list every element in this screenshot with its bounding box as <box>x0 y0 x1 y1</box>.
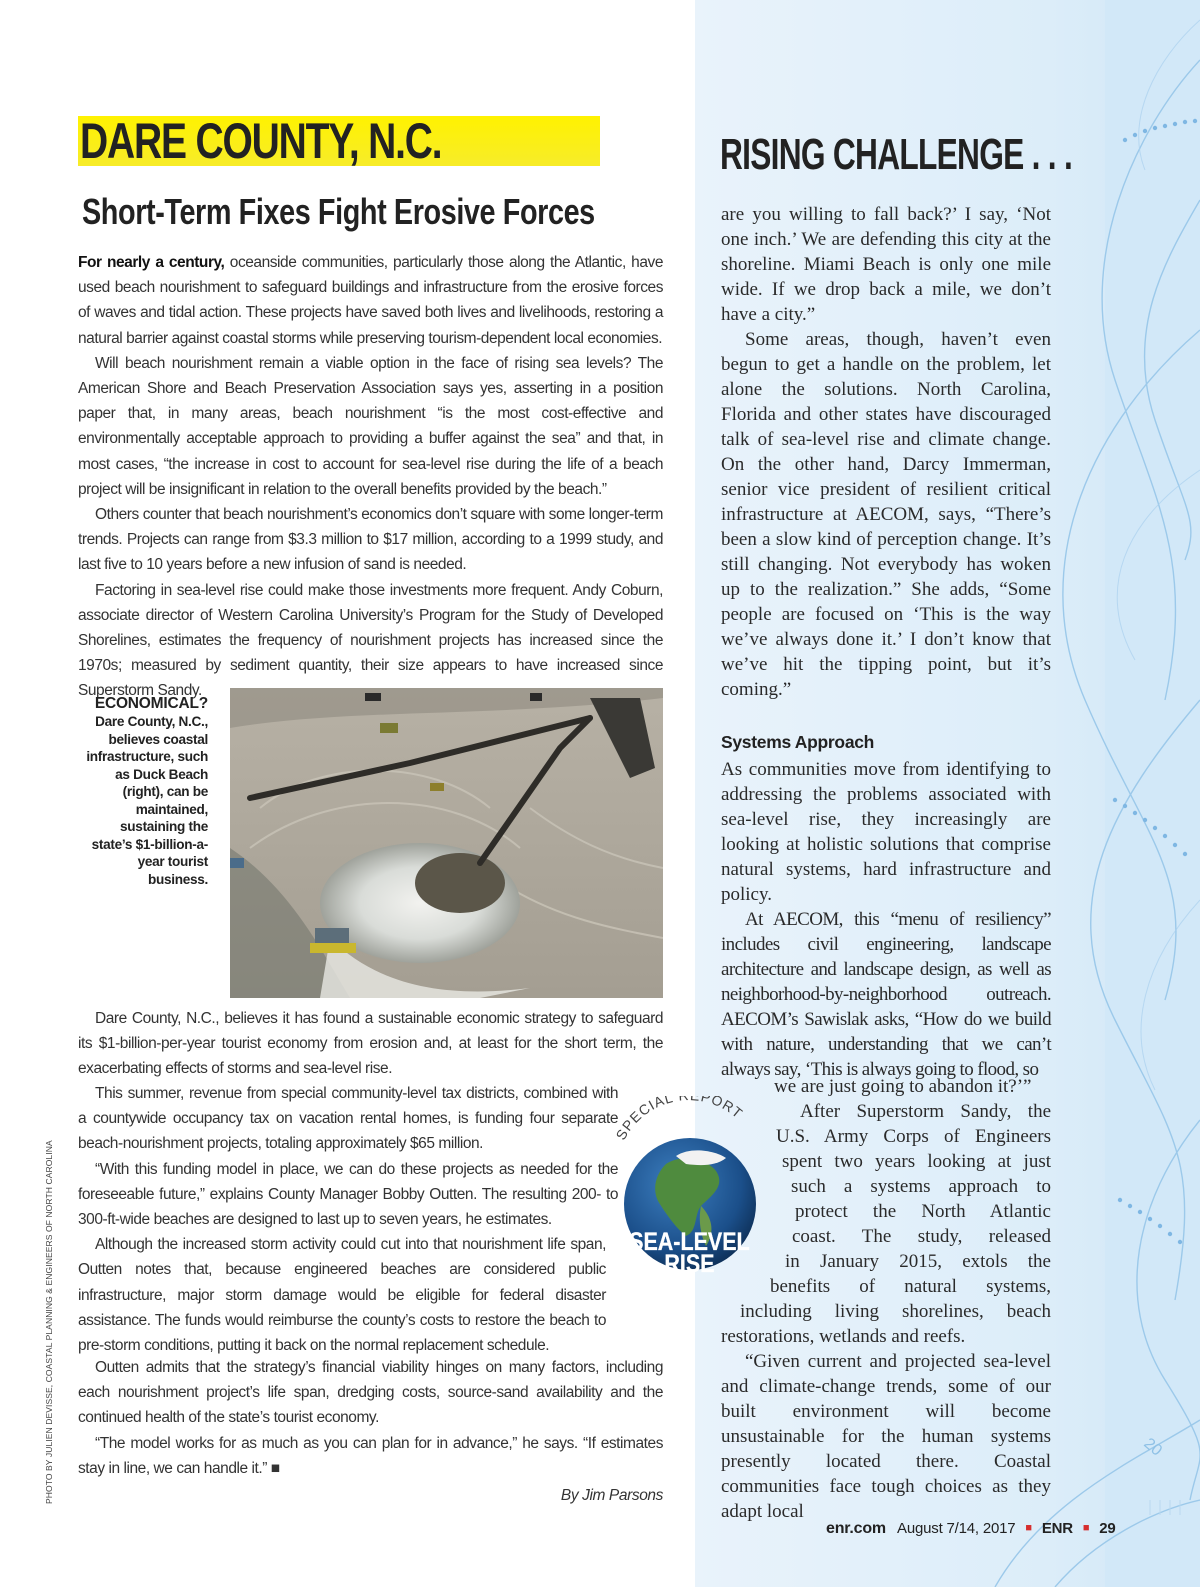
wrap-line: protect the North Atlantic <box>795 1201 1051 1222</box>
right-paragraph-6: “Given current and projected sea-level and climate-change trends, some of our built environment will become unsustainable for the human systems presently located there. Coastal communities face tough choices as they adapt local <box>721 1351 1051 1522</box>
article-body-narrow <box>78 1081 618 1358</box>
footer-site: enr.com <box>826 1520 886 1537</box>
contour-label: 20 <box>1140 1435 1165 1460</box>
wrap-line: in January 2015, extols the <box>785 1251 1051 1272</box>
article-paragraph-3: “With this funding model in place, we can do these projects as needed for the foreseeable future,” explains County Manager Bobby Outten. The resulting 200- to 300-ft-wide beaches are designed to last up to seven years, he estimates. <box>78 1160 618 1229</box>
footer-magazine: ENR <box>1041 1520 1073 1537</box>
intro-paragraph-2: Will beach nourishment remain a viable option in the face of rising sea levels? The American Shore and Beach Preservation Association says yes, asserting in a position paper that, in many areas, beach nourishment “is the most cost-effective and environmentally acceptable approach to providing a buffer against the sea” and that, in most cases, “the increase in cost to account for sea-level rise during the life of a beach project will be insignificant in relation to the overall benefits provided by the beach.” <box>78 354 663 498</box>
byline: By Jim Parsons <box>560 1487 663 1504</box>
right-paragraph-1: are you willing to fall back?’ I say, ‘Not one inch.’ We are defending this city at the shoreline. Miami Beach is only one mile wide. If we drop back a mile, we don’t have a city.” <box>721 204 1051 325</box>
section-tag <box>78 113 600 169</box>
intro-paragraph-4: Factoring in sea-level rise could make those investments more frequent. Andy Coburn, associate director of Western Carolina University’s Program for the Study of Developed Shorelines, estimates the frequency of nourishment projects has increased since the 1970s; measured by sediment quantity, their size appears to have increased since Superstorm Sandy. <box>78 581 663 700</box>
right-paragraph-3: As communities move from identifying to addressing the problems associated with sea-level rise, they increasingly are looking at holistic solutions that comprise natural systems, hard infrastructure and policy. <box>721 759 1051 905</box>
special-report-badge <box>606 1096 786 1296</box>
intro-paragraph-1: For nearly a century, oceanside communities, particularly those along the Atlantic, have used beach nourishment to safeguard buildings and infrastructure from the erosive forces of waves and tidal action. These projects have saved both lives and livelihoods, restoring a natural barrier against coastal storms while preserving tourism-dependent local economies. <box>78 254 663 347</box>
right-column-bottom <box>721 1349 1051 1524</box>
wrap-line: restorations, wetlands and reefs. <box>721 1326 966 1347</box>
beach-dredging-photo <box>230 688 663 998</box>
article-paragraph-4: Although the increased storm activity could cut into that nourishment life span, Outten notes that, because engineered beaches are considered public infrastructure, major storm damage would be eligible for federal disaster assistance. The funds would reimburse the county’s costs to restore the beach to pre-storm conditions, putting it back on the normal replacement schedule. <box>78 1236 606 1355</box>
article-body-tail <box>78 1355 663 1481</box>
wrap-line: we are just going to abandon it?’” <box>774 1076 1032 1097</box>
article-paragraph-6: “The model works for as much as you can plan for in advance,” he says. “If estimates stay in line, we can handle it.” ■ <box>78 1434 663 1477</box>
page-number: 29 <box>1099 1520 1116 1537</box>
article-paragraph-2: This summer, revenue from special community-level tax districts, combined with a countywide occupancy tax on vacation rental homes, is funding four separate beach-nourishment projects, totaling approximately $65 million. <box>78 1085 618 1153</box>
badge-line-2: RISE <box>664 1249 715 1278</box>
wrap-line: After Superstorm Sandy, the <box>800 1101 1051 1122</box>
wrap-line: coast. The study, released <box>792 1226 1051 1247</box>
continued-headline: RISING CHALLENGE . . . <box>720 130 1073 179</box>
photo-caption <box>80 694 208 888</box>
intro-paragraph-3: Others counter that beach nourishment’s economics don’t square with some longer-term trends. Projects can range from $3.3 million to $17 million, according to a 1999 study, and last five to 10 years before a new infusion of sand is needed. <box>78 506 663 574</box>
section-tag-text: DARE COUNTY, N.C. <box>80 113 442 169</box>
intro-text <box>78 250 663 704</box>
footer-date: August 7/14, 2017 <box>897 1520 1016 1537</box>
article-paragraph-1: Dare County, N.C., believes it has found a sustainable economic strategy to safeguard its $1-billion-per-year tourist economy from erosion and, at least for the short term, the exacerbating effects of storms and sea-level rise. <box>78 1010 663 1078</box>
badge-line-1: SEA-LEVEL <box>629 1227 750 1256</box>
wrap-line: U.S. Army Corps of Engineers <box>776 1126 1051 1147</box>
right-paragraph-4: At AECOM, this “menu of resiliency” includes civil engineering, landscape architecture and landscape design, as well as neighborhood-by-neighborhood outreach. AECOM’s Sawislak asks, “How do we build with nature, understanding that we can’t always say, ‘This is always going to flood, so <box>721 909 1051 1080</box>
wrap-line: benefits of natural systems, <box>770 1276 1051 1297</box>
separator-square-icon: ■ <box>1025 1522 1032 1534</box>
lead-in: For nearly a century, <box>78 254 225 271</box>
wrap-line: spent two years looking at just <box>782 1151 1051 1172</box>
caption-title: ECONOMICAL? <box>94 695 208 712</box>
article-opening <box>78 1006 663 1082</box>
wrap-line: such a systems approach to <box>791 1176 1051 1197</box>
article-paragraph-5: Outten admits that the strategy’s financial viability hinges on many factors, including each nourishment project’s life span, dredging costs, source-sand availability and the continued health of the state’s tourist economy. <box>78 1359 663 1427</box>
caption-text: Dare County, N.C., believes coastal infrastructure, such as Duck Beach (right), can be maintained, sustaining the state’s $1-billion-a-year tourist business. <box>86 714 208 887</box>
right-paragraph-2: Some areas, though, haven’t even begun to get a handle on the problem, let alone the solutions. North Carolina, Florida and other states have discouraged talk of sea-level rise and climate change. On the other hand, Darcy Immerman, senior vice president of resilient critical infrastructure at AECOM, says, “There’s been a slow kind of perception change. It’s still changing. Not everybody has woken up to the realization.” She adds, “Some people are focused on ‘This is the way we’ve always done it.’ I don’t know that we’ve hit the tipping point, but it’s coming.” <box>721 329 1051 700</box>
page-footer <box>826 1520 1116 1538</box>
article-headline: Short-Term Fixes Fight Erosive Forces <box>82 191 595 232</box>
right-column-top <box>721 202 1051 702</box>
subhead-systems-approach: Systems Approach <box>721 732 875 752</box>
separator-square-icon: ■ <box>1082 1522 1090 1534</box>
wrap-line: including living shorelines, beach <box>740 1301 1051 1322</box>
right-column-middle <box>721 757 1051 1082</box>
badge-arc-text: SPECIAL PORT <box>612 1096 747 1143</box>
photo-credit: PHOTO BY JULIEN DEVISSE, COASTAL PLANNING & ENGINEERS OF NORTH CAROLINA <box>44 1140 54 1504</box>
